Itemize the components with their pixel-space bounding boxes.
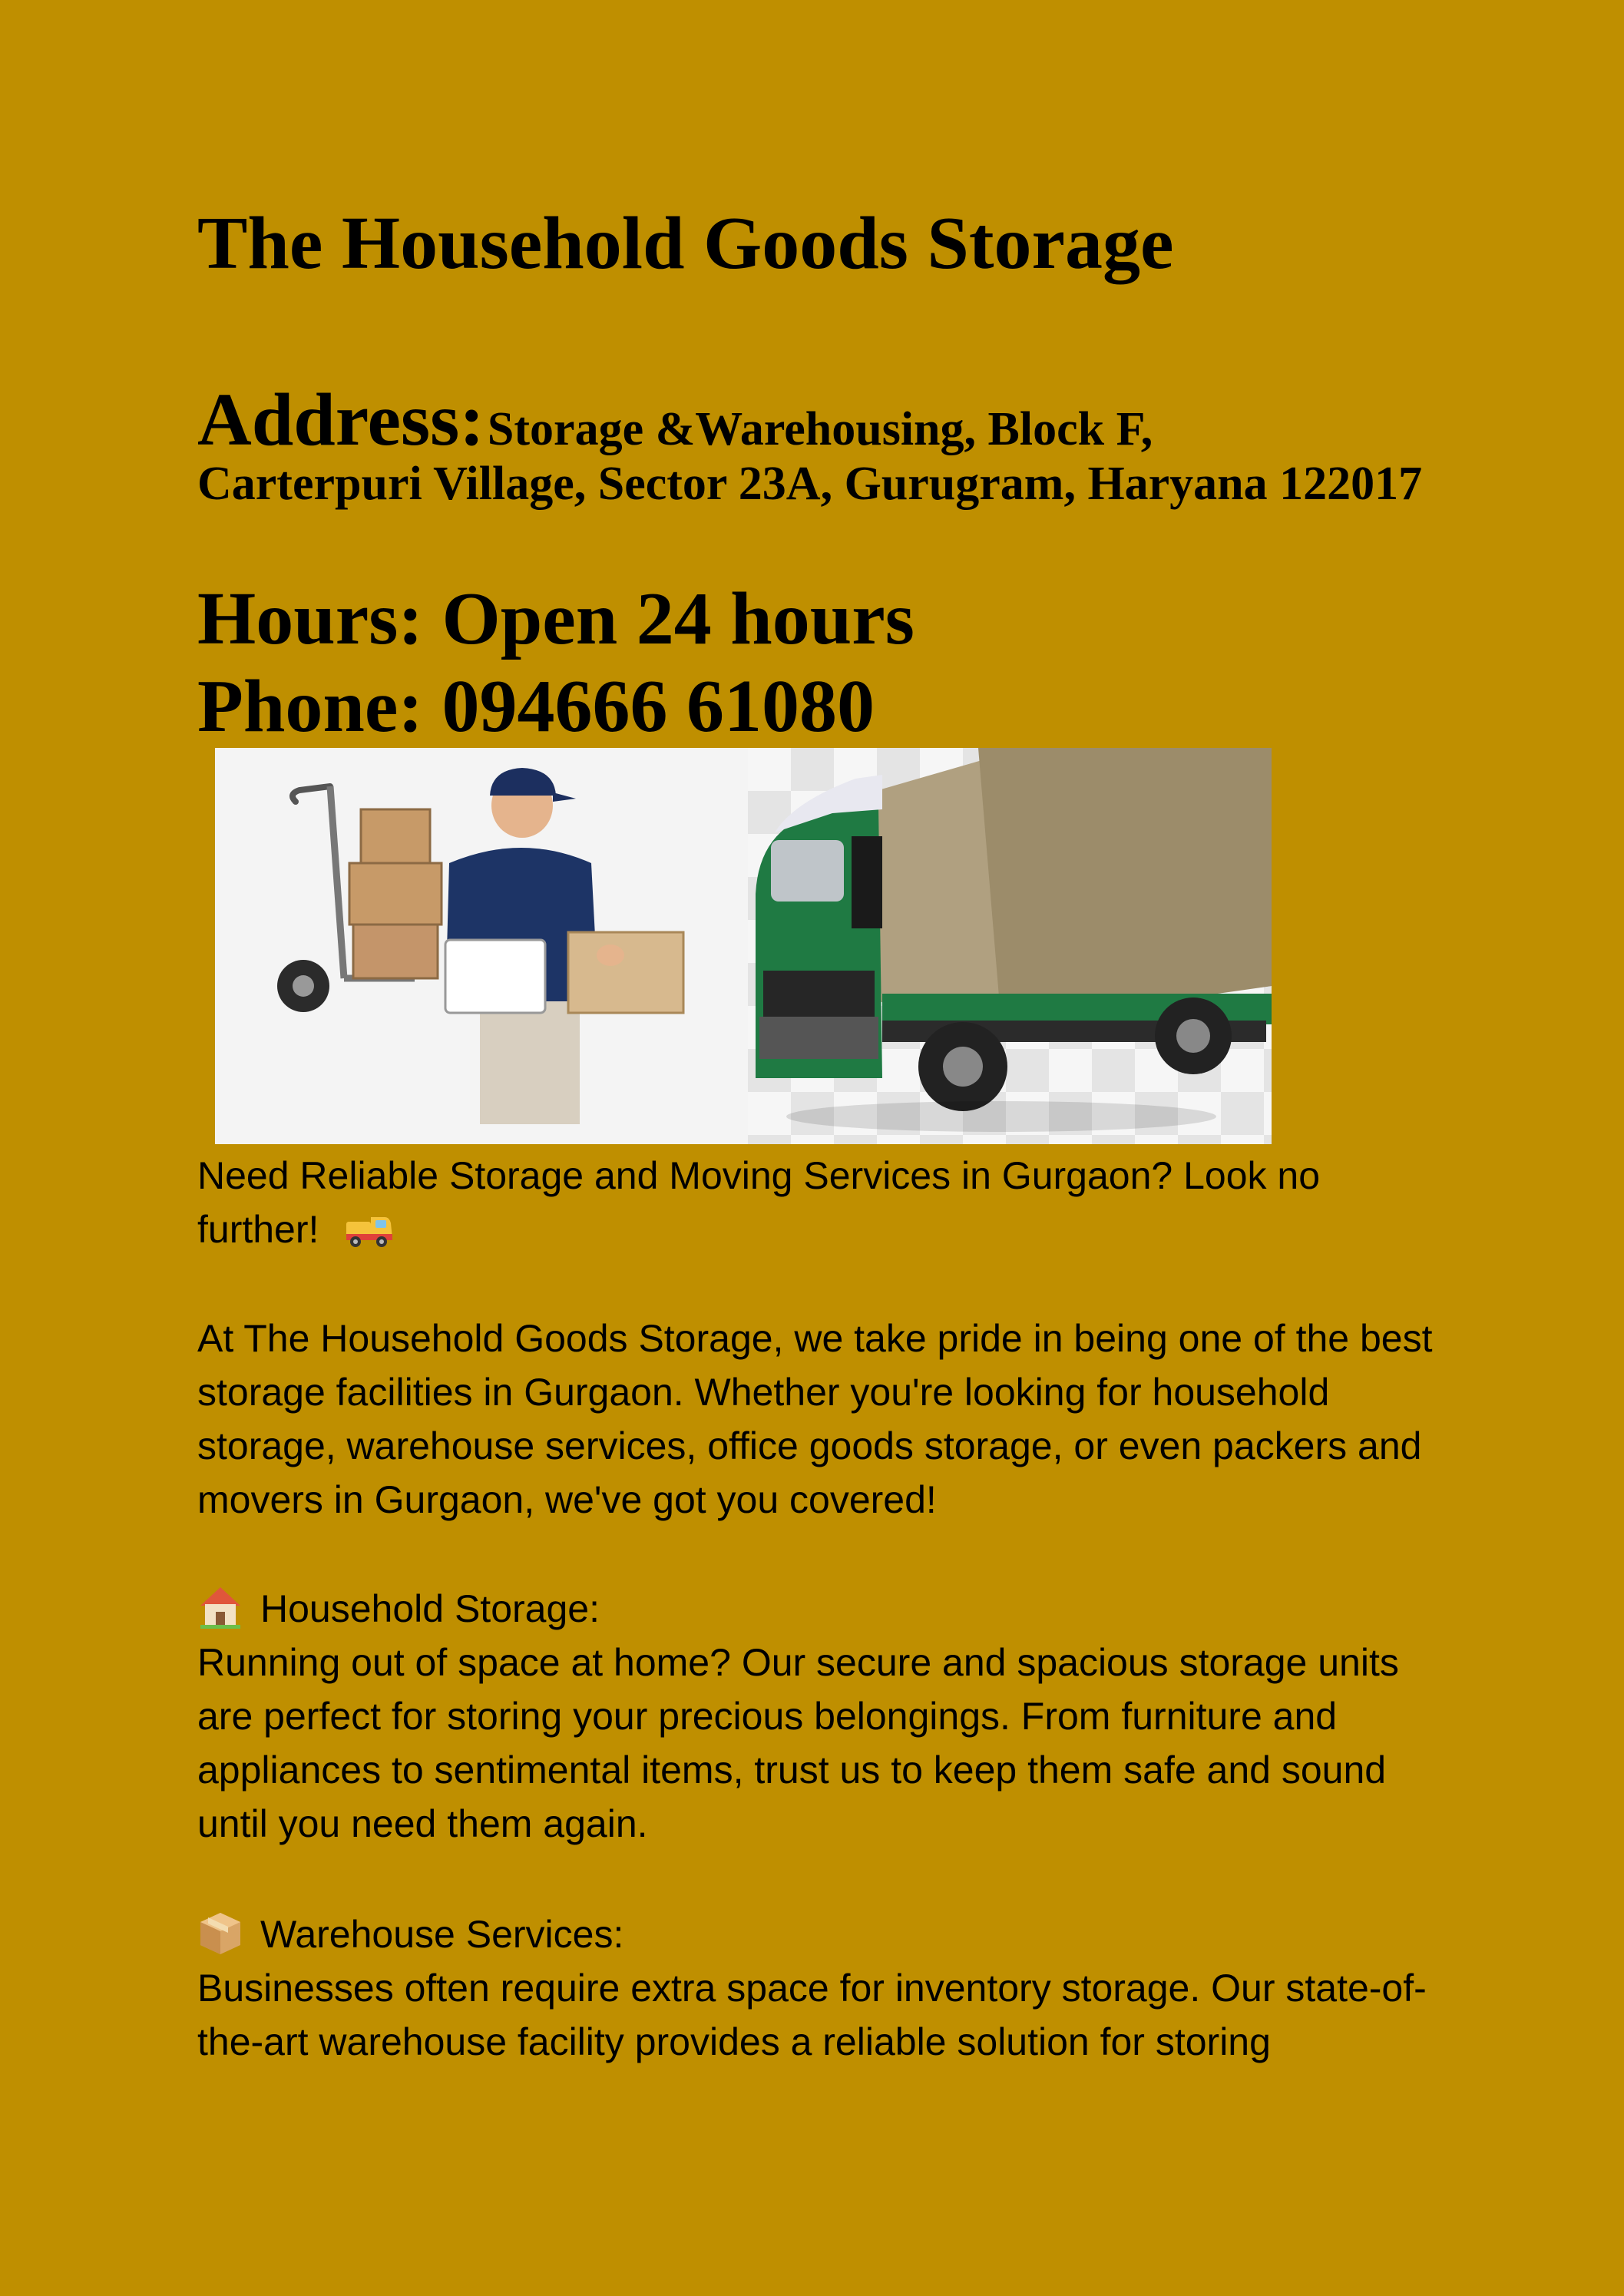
hours-text: Hours: Open 24 hours: [197, 577, 915, 660]
hero-images: [215, 748, 1272, 1144]
page-title: The Household Goods Storage: [197, 202, 1174, 285]
address-line-2: Carterpuri Village, Sector 23A, Gurugram, Haryana 122017: [197, 458, 1423, 510]
intro-paragraph: [197, 1149, 1441, 1256]
address-block: [197, 378, 1441, 511]
address-line-1: Storage &Warehousing, Block F,: [487, 403, 1153, 455]
house-emoji-icon: [197, 1584, 243, 1630]
warehouse-heading: [197, 1907, 1441, 1961]
warehouse-paragraph: Businesses often require extra space for inventory storage. Our state-of-the-art warehouse facility provides a reliable solution for storing: [197, 1967, 1427, 2063]
household-heading: [197, 1582, 1441, 1636]
warehouse-heading-text: Warehouse Services:: [260, 1913, 624, 1956]
mover-illustration-icon: [215, 748, 748, 1144]
truck-illustration-icon: [748, 748, 1272, 1144]
household-heading-text: Household Storage:: [260, 1587, 600, 1630]
phone-text: Phone: 094666 61080: [197, 665, 875, 748]
intro-text: Need Reliable Storage and Moving Services in Gurgaon? Look no further!: [197, 1154, 1321, 1251]
address-label: Address:: [197, 379, 485, 462]
delivery-truck-image: [748, 748, 1272, 1144]
about-paragraph: At The Household Goods Storage, we take pride in being one of the best storage facilities in Gurgaon. Whether you're looking for household storage, warehouse services, office goods storage, or even packers and movers in Gurgaon, we've got you covered!: [197, 1317, 1433, 1521]
household-paragraph: Running out of space at home? Our secure and spacious storage units are perfect for storing your precious belongings. From furniture and appliances to sentimental items, trust us to keep them safe and sound until you need them again.: [197, 1641, 1399, 1845]
package-emoji-icon: [197, 1910, 243, 1956]
delivery-truck-emoji-icon: [345, 1206, 394, 1249]
mover-with-boxes-image: [215, 748, 748, 1144]
